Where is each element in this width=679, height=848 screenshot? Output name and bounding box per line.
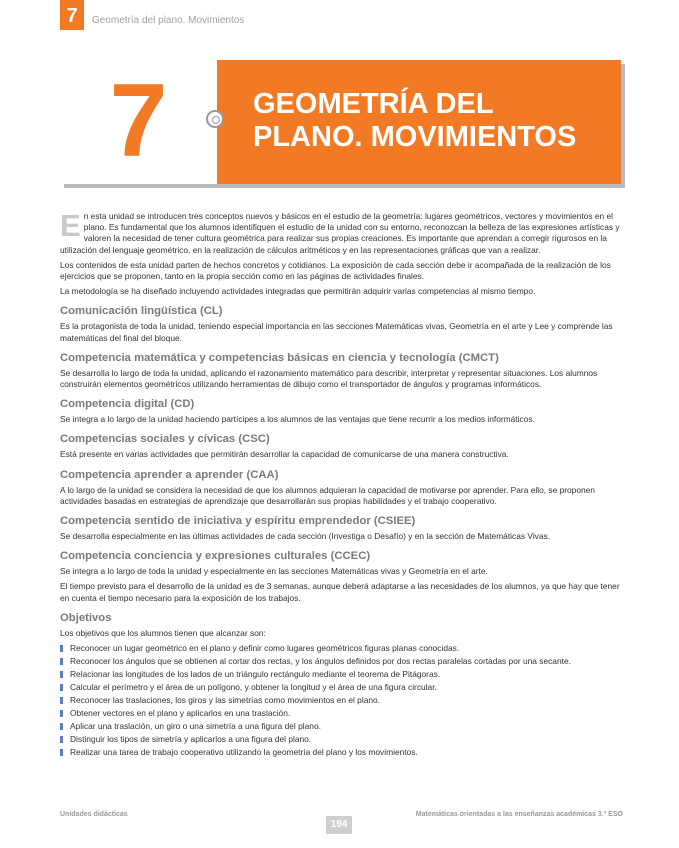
bullet-icon bbox=[60, 736, 63, 743]
list-item-text: Reconocer un lugar geométrico en el plano y definir como lugares geométricos figuras planas conocidas. bbox=[70, 643, 460, 654]
main-content bbox=[60, 208, 623, 760]
bullet-icon bbox=[60, 710, 63, 717]
list-item-text: Obtener vectores en el plano y aplicarlos en una traslación. bbox=[70, 708, 291, 719]
section-heading-cl: Comunicación lingüística (CL) bbox=[60, 305, 223, 318]
list-item-text: Distinguir los tipos de simetría y aplicarlos a una figura del plano. bbox=[70, 734, 312, 745]
objectives-list bbox=[60, 643, 623, 758]
section-text-timing: El tiempo previsto para el desarrollo de la unidad es de 3 semanas, aunque deberá adaptarse a las necesidades de los alumnos, ya que hay que tener en cuenta el tiempo necesario para la exposición de los trabajos. bbox=[60, 581, 620, 603]
section-heading-caa: Competencia aprender a aprender (CAA) bbox=[60, 468, 279, 481]
bullet-icon bbox=[60, 697, 63, 704]
section-heading-csiee: Competencia sentido de iniciativa y espíritu emprendedor (CSIEE) bbox=[60, 515, 416, 528]
list-item bbox=[60, 734, 623, 745]
list-item-text: Reconocer los ángulos que se obtienen al cortar dos rectas, y los ángulos definidos por dos rectas paralelas cortadas por una secante. bbox=[70, 656, 571, 667]
section-text-caa: A lo largo de la unidad se considera la necesidad de que los alumnos adquieran la capacidad de motivarse por aprender. Para ello, se proponen actividades basadas en estrategias de aprendizaje que desarrollarán sus propias habilidades y el trabajo cooperativo. bbox=[60, 484, 595, 506]
section-heading-cmct: Competencia matemática y competencias básicas en ciencia y tecnología (CMCT) bbox=[60, 351, 499, 364]
section-heading-csc: Competencias sociales y cívicas (CSC) bbox=[60, 433, 270, 446]
list-item-text: Aplicar una traslación, un giro o una simetría a una figura del plano. bbox=[70, 721, 321, 732]
section-text-cl: Es la protagonista de toda la unidad, teniendo especial importancia en las secciones Matemáticas vivas, Geometría en el arte y Lee y comprende las matemáticas del final del bloque. bbox=[60, 321, 613, 343]
intro-text-1: n esta unidad se introducen tres conceptos nuevos y básicos en el estudio de la geometría: lugares geométricos, vectores y movimientos en el plano. Es fundamental que los alumnos identifiquen el estudio de la unidad con su entorno, reconozcan la belleza de las expresiones artísticas y valoren la necesidad de tener cultura geométrica para realizar sus propias creaciones. Es importante que aprendan a corregir rigurosos en la utilización del lenguaje geométrico, en la realización de cálculos aritméticos y en las representaciones gráficas que van a realizar. bbox=[60, 211, 620, 255]
list-item-text: Relacionar las longitudes de los lados de un triángulo rectángulo mediante el teorema de Pitágoras. bbox=[70, 669, 441, 680]
objectives-intro: Los objetivos que los alumnos tienen que alcanzar son: bbox=[60, 627, 266, 638]
chapter-title-line-1: GEOMETRÍA DEL bbox=[253, 88, 494, 120]
objectives-heading: Objetivos bbox=[60, 611, 112, 624]
list-item bbox=[60, 695, 623, 706]
bullet-icon bbox=[60, 723, 63, 730]
bullet-icon bbox=[60, 658, 63, 665]
bullet-icon bbox=[60, 671, 63, 678]
intro-paragraph-2: Los contenidos de esta unidad parten de hechos concretos y cotidianos. La exposición de cada sección debe ir acompañada de la realización de los ejercicios que se proponen, tanto en la propia sección como en las páginas de actividades finales. bbox=[60, 259, 611, 282]
chapter-number: 7 bbox=[109, 63, 168, 179]
list-item bbox=[60, 682, 623, 693]
section-text-ccec: Se integra a lo largo de toda la unidad y especialmente en las secciones Matemáticas vivas y Geometría en el arte. bbox=[60, 566, 488, 577]
page-number: 194 bbox=[326, 816, 352, 834]
list-item bbox=[60, 643, 623, 654]
chapter-title-block bbox=[60, 60, 625, 188]
intro-paragraph-3: La metodología se ha diseñado incluyendo actividades integradas que permitirán adquirir varias competencias al mismo tiempo. bbox=[60, 286, 536, 297]
chapter-tab: 7 bbox=[60, 0, 84, 30]
footer-right: Matemáticas orientadas a las enseñanzas académicas 3.º ESO bbox=[415, 811, 623, 818]
list-item-text: Reconocer las traslaciones, los giros y las simetrías como movimientos en el plano. bbox=[70, 695, 381, 706]
list-item-text: Realizar una tarea de trabajo cooperativo utilizando la geometría del plano y los movimientos. bbox=[70, 747, 418, 758]
bullet-icon bbox=[60, 645, 63, 652]
chapter-title bbox=[253, 88, 613, 154]
chapter-title-line-2: PLANO. MOVIMIENTOS bbox=[253, 121, 577, 153]
bullet-icon bbox=[60, 749, 63, 756]
list-item bbox=[60, 669, 623, 680]
intro-paragraph-1 bbox=[60, 208, 623, 256]
section-text-csiee: Se desarrolla especialmente en las últimas actividades de cada sección (Investiga o Desafío) y en la sección de Matemáticas Vivas. bbox=[60, 531, 551, 542]
bullet-icon bbox=[60, 684, 63, 691]
list-item bbox=[60, 708, 623, 719]
list-item bbox=[60, 747, 623, 758]
gear-icon bbox=[206, 110, 224, 128]
section-heading-ccec: Competencia conciencia y expresiones culturales (CCEC) bbox=[60, 550, 371, 563]
section-text-csc: Está presente en varias actividades que permitirán desarrollar la capacidad de comunicarse de una manera constructiva. bbox=[60, 449, 509, 460]
section-text-cd: Se integra a lo largo de la unidad haciendo partícipes a los alumnos de las ventajas que tiene recurrir a los medios informáticos. bbox=[60, 414, 535, 425]
section-text-cmct: Se desarrolla lo largo de toda la unidad, aplicando el razonamiento matemático para describir, interpretar y representar situaciones. Los alumnos construirán elementos geométricos utilizando herramientas de dibujo como el transportador de ángulos y programas informáticos. bbox=[60, 367, 598, 390]
running-head: Geometría del plano. Movimientos bbox=[92, 15, 245, 26]
list-item bbox=[60, 721, 623, 732]
dropcap: E bbox=[60, 208, 81, 243]
section-heading-cd: Competencia digital (CD) bbox=[60, 398, 195, 411]
footer-left: Unidades didácticas bbox=[60, 811, 128, 818]
list-item-text: Calcular el perímetro y el área de un polígono, y obtener la longitud y el área de una figura circular. bbox=[70, 682, 437, 693]
list-item bbox=[60, 656, 623, 667]
